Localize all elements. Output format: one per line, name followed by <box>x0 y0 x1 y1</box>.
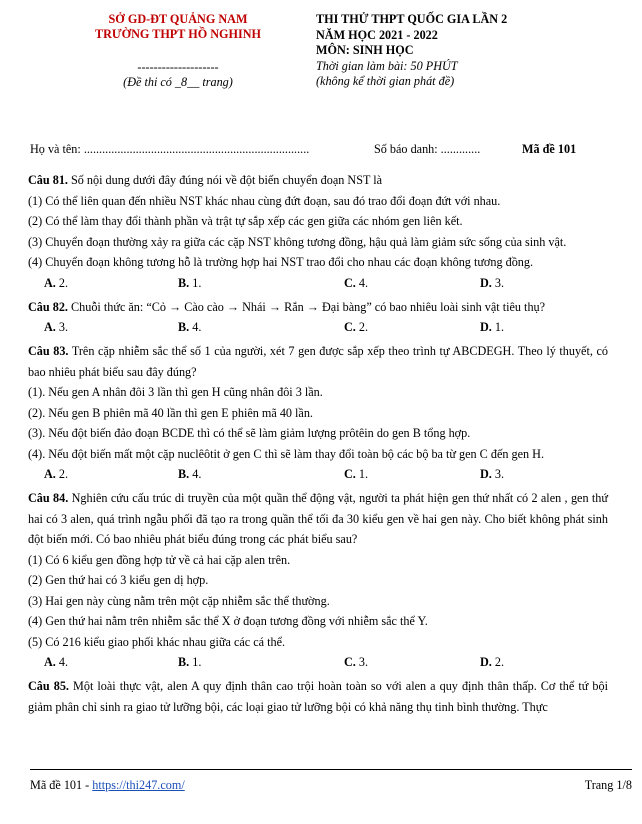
question-text: Số nội dung dưới đây đúng nói về đột biến chuyển đoạn NST là <box>67 173 383 187</box>
question-84 <box>28 488 608 673</box>
question-label: Câu 81. <box>28 173 68 187</box>
option-c: C. 3. <box>344 655 369 669</box>
exam-header <box>316 12 616 90</box>
option-d: D. 1. <box>480 320 505 334</box>
option-c: C. 1. <box>344 467 369 481</box>
statement: (3). Nếu đột biến đảo đoạn BCDE thì có thể sẽ làm giảm lượng prôtêin do gen B tổng hợp. <box>28 426 471 440</box>
option-d: D. 3. <box>480 467 505 481</box>
time-limit: Thời gian làm bài: 50 PHÚT <box>316 58 458 73</box>
statement: (1) Có 6 kiểu gen đồng hợp tử về cả hai cặp alen trên. <box>28 552 291 567</box>
question-text: Trên cặp nhiễm sắc thể số 1 của người, xét 7 gen được sắp xếp theo trình tự ABCDEGH. Theo lý thuyết, có bao nhiêu phát biểu sau đây đúng? <box>28 344 608 379</box>
question-label: Câu 84. <box>28 491 69 505</box>
question-81 <box>28 170 608 294</box>
option-b: B. 4. <box>178 320 202 334</box>
option-b: B. 1. <box>178 275 202 290</box>
question-85 <box>28 676 608 717</box>
question-text: Chuỗi thức ăn: “Cỏ → Cào cào → Nhái → Rắn → Đại bàng” có bao nhiêu loài sinh vật tiêu thụ? <box>67 299 546 314</box>
page-footer <box>30 769 632 799</box>
option-a: A. 2. <box>44 275 69 290</box>
footer-left <box>30 778 185 793</box>
exam-title: THI THỬ THPT QUỐC GIA LẦN 2 <box>316 12 508 26</box>
question-82 <box>28 297 608 339</box>
question-text: Một loài thực vật, alen A quy định thân cao trội hoàn toàn so với alen a quy định thân thấp. Cơ thể tứ bội giảm phân chỉ sinh ra giao tử lưỡng bội, các loại giao tử lưỡng bội có khả năng thụ tinh bình thường. Thực <box>28 679 608 714</box>
option-c: C. 2. <box>344 320 369 334</box>
option-d: D. 3. <box>480 275 505 290</box>
school-year: NĂM HỌC 2021 - 2022 <box>316 27 438 42</box>
student-info <box>30 142 630 158</box>
question-text: Nghiên cứu cấu trúc di truyền của một quần thể động vật, người ta phát hiện gen thứ nhất có 2 alen , gen thứ hai có 3 alen, quá trình ngẫu phối đã tạo ra trong quần thể tối đa 30 kiểu gen về hai gen này. Cho biết không phát sinh đột biến mới. Có bao nhiêu phát biểu đúng trong các phát biểu sau? <box>28 491 608 546</box>
question-stem <box>28 170 608 191</box>
statement: (1). Nếu gen A nhân đôi 3 lần thì gen H cũng nhân đôi 3 lần. <box>28 385 323 399</box>
school-header <box>28 12 328 90</box>
option-b: B. 1. <box>178 655 202 669</box>
question-stem <box>28 488 608 550</box>
option-a: A. 4. <box>44 655 69 669</box>
option-d: D. 2. <box>480 655 505 669</box>
subject: MÔN: SINH HỌC <box>316 43 414 57</box>
time-note: (không kể thời gian phát đề) <box>316 74 455 88</box>
answer-options <box>28 464 608 485</box>
statement: (3) Chuyển đoạn thường xảy ra giữa các cặp NST không tương đồng, hậu quả làm giảm sức sống của sinh vật. <box>28 234 567 249</box>
student-name-field: Họ và tên: .......................................................................... <box>30 142 310 156</box>
question-label: Câu 85. <box>28 679 69 693</box>
question-list <box>28 170 608 720</box>
question-stem <box>28 676 608 717</box>
statement: (4). Nếu đột biến mất một cặp nuclêôtit ở gen C thì sẽ làm thay đổi toàn bộ các bộ ba từ gen C đến gen H. <box>28 446 544 461</box>
exam-code: Mã đề 101 <box>522 142 577 156</box>
statement: (3) Hai gen này cùng nằm trên một cặp nhiễm sắc thể thường. <box>28 593 330 608</box>
statement: (2) Có thể làm thay đổi thành phần và trật tự sắp xếp các gen giữa các nhóm gen liên kết. <box>28 214 463 228</box>
statement: (1) Có thể liên quan đến nhiều NST khác nhau cùng đứt đoạn, sau đó trao đổi đoạn đứt với nhau. <box>28 193 501 208</box>
candidate-number-field: Số báo danh: ............. <box>374 142 481 156</box>
statement: (2). Nếu gen B phiên mã 40 lần thì gen E phiên mã 40 lần. <box>28 405 313 420</box>
question-83 <box>28 341 608 485</box>
question-label: Câu 83. <box>28 344 69 358</box>
question-stem <box>28 341 608 382</box>
statement: (2) Gen thứ hai có 3 kiểu gen dị hợp. <box>28 573 209 587</box>
department-name: SỞ GD-ĐT QUẢNG NAM <box>108 12 248 26</box>
source-link[interactable]: https://thi247.com/ <box>92 778 185 792</box>
option-c: C. 4. <box>344 275 369 290</box>
question-stem <box>28 297 608 318</box>
answer-options <box>28 652 608 673</box>
option-b: B. 4. <box>178 467 202 481</box>
page-number: Trang 1/8 <box>584 778 632 792</box>
answer-options <box>28 273 608 294</box>
option-a: A. 2. <box>44 467 69 481</box>
footer-exam-code: Mã đề 101 - <box>30 778 93 792</box>
school-name: TRƯỜNG THPT HỒ NGHINH <box>94 27 262 41</box>
statement: (4) Chuyển đoạn không tương hỗ là trường hợp hai NST trao đổi cho nhau các đoạn không tương đồng. <box>28 255 534 269</box>
statement: (5) Có 216 kiểu giao phối khác nhau giữa các cá thể. <box>28 634 286 649</box>
statement: (4) Gen thứ hai nằm trên nhiễm sắc thể X ở đoạn tương đồng với nhiễm sắc thể Y. <box>28 614 428 628</box>
answer-options <box>28 317 608 338</box>
question-label: Câu 82. <box>28 299 68 314</box>
option-a: A. 3. <box>44 320 69 334</box>
pages-note: (Đề thi có _8__ trang) <box>123 75 233 89</box>
separator-dashes: -------------------- <box>137 60 219 74</box>
